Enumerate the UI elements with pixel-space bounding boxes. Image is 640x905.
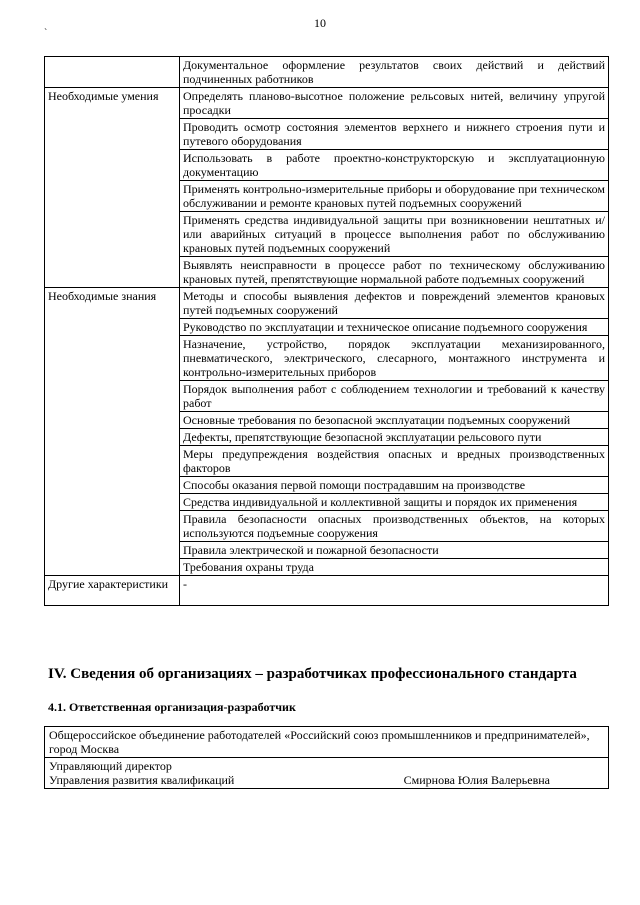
continuation-item: Документальное оформление результатов своих действий и действий подчиненных работников [180,57,609,88]
stray-mark: ` [44,28,48,39]
knowledge-item: Руководство по эксплуатации и техническое описание подъемного сооружения [180,319,609,336]
knowledge-item: Меры предупреждения воздействия опасных и вредных производственных факторов [180,446,609,477]
skill-item: Выявлять неисправности в процессе работ по техническому обслуживанию крановых путей, препятствующие нормальной работе подъемных сооружений [180,257,609,288]
table-row [45,288,609,319]
skill-item: Использовать в работе проектно-конструкторскую и эксплуатационную документацию [180,150,609,181]
page-number: 10 [314,16,326,30]
knowledge-item: Средства индивидуальной и коллективной защиты и порядок их применения [180,494,609,511]
knowledge-item: Способы оказания первой помощи пострадавшим на производстве [180,477,609,494]
competency-table [44,56,609,606]
position-line-2: Управления развития квалификаций [49,773,235,787]
knowledge-item: Дефекты, препятствующие безопасной эксплуатации рельсового пути [180,429,609,446]
knowledge-item: Правила электрической и пожарной безопасности [180,542,609,559]
other-value: - [180,576,609,606]
knowledge-item: Методы и способы выявления дефектов и повреждений элементов крановых путей подъемных сооружений [180,288,609,319]
knowledge-item: Назначение, устройство, порядок эксплуатации механизированного, пневматического, электрического, слесарного, монтажного инструмента и контрольно-измерительных приборов [180,336,609,381]
knowledge-item: Основные требования по безопасной эксплуатации подъемных сооружений [180,412,609,429]
knowledge-item: Порядок выполнения работ с соблюдением технологии и требований к качеству работ [180,381,609,412]
organization-name: Общероссийское объединение работодателей «Российский союз промышленников и предпринимателей», город Москва [45,727,609,758]
section-title: IV. Сведения об организациях – разработчиках профессионального стандарта [48,666,577,682]
signature-row [49,773,604,787]
knowledge-label: Необходимые знания [45,288,180,576]
table-row [45,576,609,606]
position-line-1: Управляющий директор [49,759,172,773]
organization-table [44,726,609,789]
signatory-name: Смирнова Юлия Валерьевна [403,773,550,787]
skill-item: Проводить осмотр состояния элементов верхнего и нижнего строения пути и путевого оборудования [180,119,609,150]
signatory-cell [45,758,609,789]
knowledge-item: Правила безопасности опасных производственных объектов, на которых используются подъемные сооружения [180,511,609,542]
empty-label-cell [45,57,180,88]
table-row [45,88,609,119]
table-row [45,727,609,758]
skills-label: Необходимые умения [45,88,180,288]
other-label: Другие характеристики [45,576,180,606]
subsection-title: 4.1. Ответственная организация-разработчик [48,700,296,714]
skill-item: Применять средства индивидуальной защиты при возникновении нештатных и/или аварийных ситуаций в процессе выполнения работ по обслуживанию крановых путей подъемных сооружений [180,212,609,257]
skill-item: Определять планово-высотное положение рельсовых нитей, величину упругой просадки [180,88,609,119]
table-row [45,758,609,789]
table-row [45,57,609,88]
skill-item: Применять контрольно-измерительные приборы и оборудование при техническом обслуживании и ремонте крановых путей подъемных сооружений [180,181,609,212]
knowledge-item: Требования охраны труда [180,559,609,576]
